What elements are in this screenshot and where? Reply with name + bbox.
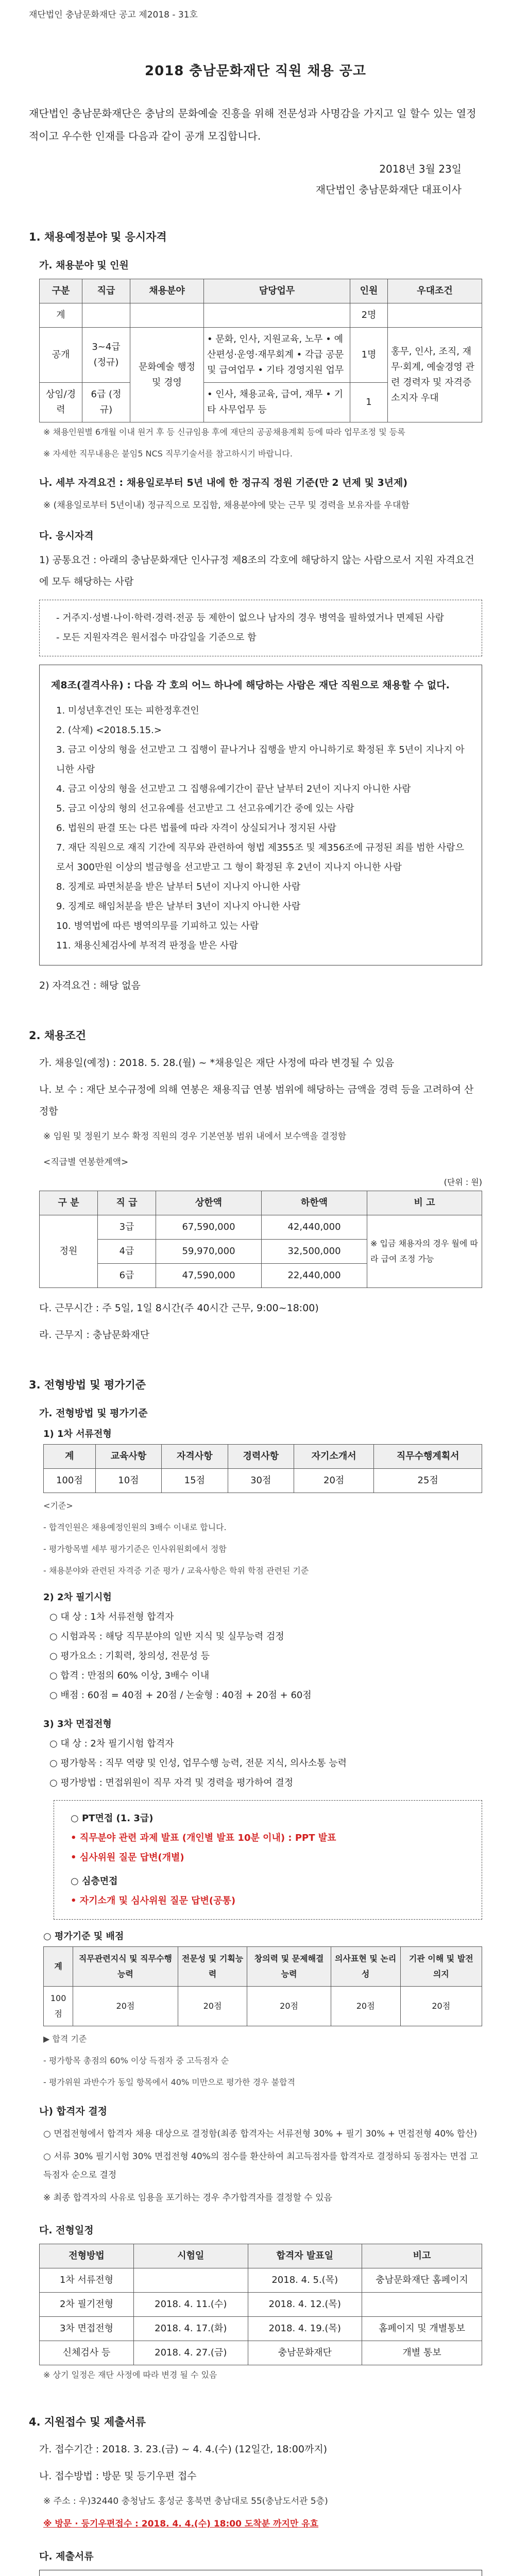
interview-score-title: ○ 평가기준 및 배점 (43, 1931, 124, 1942)
list-item: 5. 금고 이상의 형의 선고유예를 선고받고 그 선고유예기간 중에 있는 사람 (56, 803, 354, 814)
salary-table (39, 1191, 482, 1288)
document-score-wrap (43, 1444, 482, 1493)
table-cell: 충남문화재단 (248, 2341, 362, 2365)
positions-header-row (40, 279, 482, 303)
table-cell: 4급 (98, 1240, 156, 1264)
interview-method-box (54, 1800, 482, 1920)
section-2-title: 2. 채용조건 (29, 1029, 87, 1042)
header-cell: 교육사항 (95, 1445, 161, 1469)
list-item: ○ 합격 : 만점의 60% 이상, 3배수 이내 (49, 1670, 210, 1681)
table-cell: 47,590,000 (156, 1264, 262, 1288)
table-cell: 20점 (73, 1987, 178, 2026)
table-cell: 2명 (350, 303, 388, 328)
pt-interview-text-2: • 심사위원 질문 답변(개별) (71, 1852, 184, 1863)
section-1-sub1: 가. 채용분야 및 인원 (39, 260, 129, 271)
table-row (44, 1469, 482, 1493)
application-period: 가. 접수기간 : 2018. 3. 23.(금) ~ 4. 4.(수) (12일간, 18:00까지) (39, 2444, 328, 2455)
salary-unit: (단위 : 원) (444, 1177, 482, 1187)
table-cell: 2018. 4. 19.(목) (248, 2317, 362, 2341)
header-cell: 구분 (40, 279, 82, 303)
salary-info: 나. 보 수 : 재단 보수규정에 의해 연봉은 채용직급 연봉 범위에 해당하는 금액을 경력 등을 고려하여 산정함 (39, 1084, 474, 1117)
list-item: ○ 평가요소 : 기획력, 창의성, 전문성 등 (49, 1651, 210, 1662)
table-cell: 3~4급 (정규) (82, 328, 130, 383)
header-cell: 담당업무 (204, 279, 350, 303)
table-cell: 계 (40, 303, 82, 328)
table-cell (134, 2268, 248, 2293)
table-cell: 신체검사 등 (40, 2341, 134, 2365)
section-3-title: 3. 전형방법 및 평가기준 (29, 1379, 146, 1391)
table-cell: 2018. 4. 11.(수) (134, 2293, 248, 2317)
list-item: 11. 채용신체검사에 부적격 판정을 받은 사람 (56, 940, 238, 951)
table-row (40, 1215, 482, 1240)
header-cell: 채용분야 (130, 279, 204, 303)
header-cell: 하한액 (262, 1191, 367, 1215)
document-note-title: <기준> (43, 1501, 73, 1511)
salary-note: ※ 임원 및 정원기 보수 확정 직원의 경우 기본연봉 범위 내에서 보수액을 결정함 (43, 1131, 347, 1142)
list-item: ○ 대 상 : 1차 서류전형 합격자 (49, 1612, 174, 1622)
pt-interview-text: • 직무분야 관련 과제 발표 (개인별 발표 10분 이내) : PPT 발표 (71, 1833, 336, 1843)
deep-interview-text: • 자기소개 및 심사위원 질문 답변(공통) (71, 1895, 236, 1906)
list-item: - 채용분야와 관련된 자격증 기준 평가 / 교육사항은 학위 학점 관련된 기준 (43, 1566, 309, 1575)
table-cell: 문화예술 행정 및 경영 (130, 328, 204, 422)
list-item: ○ 배점 : 60점 = 40점 + 20점 / 논술형 : 40점 + 20점 + 60점 (49, 1690, 312, 1701)
table-cell: 22,440,000 (262, 1264, 367, 1288)
section-1-title: 1. 채용예정분야 및 응시자격 (29, 231, 167, 243)
table-cell: 32,500,000 (262, 1240, 367, 1264)
header-cell: 기관 이해 및 발전 의지 (400, 1947, 482, 1987)
header-cell: 비고 (362, 2244, 482, 2268)
table-cell: 3급 (98, 1215, 156, 1240)
salary-header-row (40, 1191, 482, 1215)
table-cell: 20점 (247, 1987, 331, 2026)
list-item: ▶ 합격 기준 (43, 2034, 87, 2044)
table-cell: ※ 입금 채용자의 경우 월에 따라 급여 조정 가능 (367, 1215, 482, 1288)
table-cell: 1 (350, 383, 388, 422)
header-cell: 의사표현 및 논리성 (331, 1947, 400, 1987)
header-cell: 자격사항 (162, 1445, 228, 1469)
table-cell: 정원 (40, 1215, 98, 1288)
section-3-sub1: 가. 전형방법 및 평가기준 (39, 1408, 148, 1419)
application-method: 나. 접수방법 : 방문 및 등기우편 접수 (39, 2470, 197, 2482)
positions-note-1: ※ 채용인원별 6개월 이내 원거 후 등 신규임용 후에 재단의 공공채용계획 등에 따라 업무조정 및 등록 (43, 427, 405, 437)
article-title: 제8조(결격사유) : 다음 각 호의 어느 하나에 해당하는 사람은 재단 직원으로 채용할 수 없다. (51, 680, 450, 691)
schedule-title: 다. 전형일정 (39, 2225, 94, 2236)
positions-table (39, 279, 482, 422)
header-cell: 우대조건 (388, 279, 482, 303)
required-docs-title: 다. 제출서류 (39, 2551, 94, 2562)
list-item: - 평가항목별 세부 평가기준은 인사위원회에서 정함 (43, 1544, 227, 1554)
section-1-sub2: 나. 세부 자격요건 : 채용일로부터 5년 내에 한 정규직 정원 기준(만 2 년제 및 3년제) (39, 477, 408, 488)
table-cell: 42,440,000 (262, 1215, 367, 1240)
positions-note-2: ※ 자세한 직무내용은 붙임5 NCS 직무기술서를 참고하시기 바랍니다. (43, 449, 293, 459)
list-item: - 평가항목 총점의 60% 이상 득점자 중 고득점자 순 (43, 2056, 229, 2065)
final-decision-text-2: ○ 서류 30% 필기시험 30% 면접전형 40%의 점수를 환산하여 최고득점자를 합격자로 결정하되 동점자는 면접 고득점자 순으로 결정 (43, 2151, 479, 2180)
required-docs-box (39, 2570, 482, 2576)
table-row (40, 303, 482, 328)
section-4-title: 4. 지원접수 및 제출서류 (29, 2416, 146, 2428)
header-cell: 직무관련지식 및 직무수행능력 (73, 1947, 178, 1987)
disqualification-article-box (39, 665, 482, 965)
list-item: ○ 평가항목 : 직무 역량 및 인성, 업무수행 능력, 전문 지식, 의사소통 능력 (49, 1758, 347, 1769)
notice-date: 2018년 3월 23일 (379, 163, 462, 175)
interview-title: 3) 3차 면접전형 (43, 1719, 112, 1730)
header-cell: 계 (44, 1947, 73, 1987)
table-cell: • 인사, 채용교육, 급여, 재무 • 기타 사무업무 등 (204, 383, 350, 422)
header-cell: 전형방법 (40, 2244, 134, 2268)
header-cell: 계 (44, 1445, 96, 1469)
interview-score-table (43, 1946, 482, 2026)
table-cell: 1명 (350, 328, 388, 383)
final-decision-text: ○ 면접전형에서 합격자 채용 대상으로 결정함(최종 합격자는 서류전형 30% + 필기 30% + 면접전형 40% 합산) (43, 2129, 478, 2139)
interview-score-header (44, 1947, 482, 1987)
table-cell (130, 303, 204, 328)
table-cell: 20점 (178, 1987, 247, 2026)
table-row (44, 1987, 482, 2026)
table-row (40, 328, 482, 383)
table-cell: 2018. 4. 5.(목) (248, 2268, 362, 2293)
document-score-table (43, 1444, 482, 1493)
section-1-sub2-note: ※ (채용일로부터 5년이내) 정규직으로 모집함, 채용분야에 맞는 근무 및 경력을 보유자를 우대함 (43, 500, 410, 511)
header-cell: 자기소개서 (294, 1445, 373, 1469)
table-cell: 10점 (95, 1469, 161, 1493)
header-cell: 창의력 및 문제해결능력 (247, 1947, 331, 1987)
written-exam-title: 2) 2차 필기시험 (43, 1592, 112, 1603)
list-item: ○ 대 상 : 2차 필기시험 합격자 (49, 1738, 174, 1749)
hire-date: 가. 채용일(예정) : 2018. 5. 28.(월) ~ *채용일은 재단 사정에 따라 변경될 수 있음 (39, 1057, 395, 1069)
table-cell: • 문화, 인사, 지원교육, 노무 • 예산편성·운영·재무회계 • 각급 공문 및 급여업무 • 기타 경영지원 업무 (204, 328, 350, 383)
table-cell: 59,970,000 (156, 1240, 262, 1264)
document-score-header (44, 1445, 482, 1469)
eligibility-qualification: 2) 자격요건 : 해당 없음 (39, 980, 141, 991)
list-item: 3. 금고 이상의 형을 선고받고 그 집행이 끝나거나 집행을 받지 아니하기로 확정된 후 5년이 지나지 아니한 사람 (56, 744, 465, 775)
application-address: ※ 주소 : 우)32440 충청남도 홍성군 홍북면 충남대로 55(충남도서관 5층) (43, 2496, 328, 2506)
header-cell: 경력사항 (228, 1445, 294, 1469)
table-cell: 67,590,000 (156, 1215, 262, 1240)
table-cell (204, 303, 350, 328)
final-decision-title: 나) 합격자 결정 (39, 2106, 108, 2117)
table-cell: 20점 (400, 1987, 482, 2026)
header-cell: 직무수행계획서 (374, 1445, 482, 1469)
table-cell (82, 303, 130, 328)
salary-table-wrap (39, 1191, 482, 1288)
application-deadline: ※ 방문 · 등기우편접수 : 2018. 4. 4.(수) 18:00 도착분 까지만 유효 (43, 2519, 319, 2529)
final-decision-note: ※ 최종 합격자의 사유로 임용을 포기하는 경우 추가합격자를 결정할 수 있음 (43, 2193, 332, 2203)
table-cell: 25점 (374, 1469, 482, 1493)
section-1-sub3: 다. 응시자격 (39, 530, 94, 541)
interview-score-wrap (43, 1946, 482, 2026)
document-title: 2018 충남문화재단 직원 채용 공고 (145, 63, 366, 79)
list-item: 9. 징계로 해임처분을 받은 날부터 3년이 지나지 아니한 사람 (56, 901, 301, 912)
eligibility-common: 1) 공통요건 : 아래의 충남문화재단 인사규정 제8조의 각호에 해당하지 않는 사람으로서 지원 자격요건에 모두 해당하는 사람 (39, 554, 474, 587)
table-cell: 20점 (331, 1987, 400, 2026)
table-cell: 20점 (294, 1469, 373, 1493)
table-cell: 100점 (44, 1469, 96, 1493)
table-cell: 15점 (162, 1469, 228, 1493)
table-cell: 충남문화재단 홈페이지 (362, 2268, 482, 2293)
table-cell: 개별 통보 (362, 2341, 482, 2365)
table-cell: 3차 면접전형 (40, 2317, 134, 2341)
header-cell: 합격자 발표일 (248, 2244, 362, 2268)
deep-interview-label: ○ 심층면접 (71, 1876, 118, 1887)
header-cell: 시험일 (134, 2244, 248, 2268)
table-cell: 2차 필기전형 (40, 2293, 134, 2317)
notice-number: 재단법인 충남문화재단 공고 제2018 - 31호 (29, 10, 198, 20)
header-cell: 전문성 및 기획능력 (178, 1947, 247, 1987)
list-item: 10. 병역법에 따른 병역의무를 기피하고 있는 사람 (56, 921, 259, 931)
list-item: ○ 시험과목 : 해당 직무분야의 일반 지식 및 실무능력 검정 (49, 1631, 284, 1642)
list-item: 7. 재단 직원으로 재직 기간에 직무와 관련하여 형법 제355조 및 제356조에 규정된 죄를 범한 사람으로서 300만원 이상의 벌금형을 선고받고 그 형이 확정된 후 2년이 지나지 아니한 사람 (56, 842, 464, 873)
work-location: 라. 근무지 : 충남문화재단 (39, 1329, 150, 1341)
table-cell: 30점 (228, 1469, 294, 1493)
table-cell: 100점 (44, 1987, 73, 2026)
list-item: 8. 징계로 파면처분을 받은 날부터 5년이 지나지 아니한 사람 (56, 882, 301, 892)
header-cell: 상한액 (156, 1191, 262, 1215)
table-row (40, 2341, 482, 2365)
schedule-header-row (40, 2244, 482, 2268)
schedule-table-wrap (39, 2244, 482, 2365)
list-item: 6. 법원의 판결 또는 다른 법률에 따라 자격이 상실되거나 정지된 사람 (56, 823, 336, 834)
table-cell: 2018. 4. 12.(목) (248, 2293, 362, 2317)
table-row (40, 2317, 482, 2341)
table-cell: 1차 서류전형 (40, 2268, 134, 2293)
schedule-table (39, 2244, 482, 2365)
table-cell: 상임/경력 (40, 383, 82, 422)
list-item: - 거주지·성별·나이·학력·경력·전공 등 제한이 없으나 남자의 경우 병역을 필하였거나 면제된 사람 (56, 613, 445, 623)
table-cell: 2018. 4. 27.(금) (134, 2341, 248, 2365)
list-item: 2. (삭제) <2018.5.15.> (56, 725, 162, 736)
list-item: ○ 평가방법 : 면접위원이 직무 자격 및 경력을 평가하여 결정 (49, 1777, 294, 1788)
table-row (40, 2293, 482, 2317)
list-item: 1. 미성년후견인 또는 피한정후견인 (56, 705, 199, 716)
positions-table-wrap (39, 279, 482, 422)
list-item: - 모든 지원자격은 원서접수 마감일을 기준으로 함 (56, 632, 257, 643)
document-screening-title: 1) 1차 서류전형 (43, 1429, 112, 1439)
salary-table-caption: <직급별 연봉한계액> (43, 1157, 129, 1167)
table-row (40, 2268, 482, 2293)
table-cell: 2018. 4. 17.(화) (134, 2317, 248, 2341)
eligibility-items-box (39, 600, 482, 656)
intro-paragraph: 재단법인 충남문화재단은 충남의 문화예술 진흥을 위해 전문성과 사명감을 가지고 일 할수 있는 열정적이고 우수한 인재를 다음과 같이 공개 모집합니다. (29, 107, 476, 142)
table-cell: 공개 (40, 328, 82, 383)
list-item: 4. 금고 이상의 형을 선고받고 그 집행유예기간이 끝난 날부터 2년이 지나지 아니한 사람 (56, 784, 411, 794)
table-cell: 6급 (98, 1264, 156, 1288)
list-item: - 합격인원은 채용예정인원의 3배수 이내로 합니다. (43, 1522, 227, 1532)
pt-interview-label: ○ PT면접 (1. 3급) (71, 1813, 154, 1824)
header-cell: 직급 (82, 279, 130, 303)
header-cell: 구 분 (40, 1191, 98, 1215)
schedule-note: ※ 상기 일정은 재단 사정에 따라 변경 될 수 있음 (43, 2370, 217, 2380)
issuing-organization: 재단법인 충남문화재단 대표이사 (315, 183, 462, 196)
table-cell: 홈페이지 및 개별통보 (362, 2317, 482, 2341)
header-cell: 직 급 (98, 1191, 156, 1215)
header-cell: 인원 (350, 279, 388, 303)
list-item: - 평가위원 과반수가 동일 항목에서 40% 미만으로 평가한 경우 불합격 (43, 2077, 295, 2087)
table-cell: 6급 (정규) (82, 383, 130, 422)
table-cell (388, 303, 482, 328)
table-cell: 홍무, 인사, 조직, 재무·회계, 예술경영 관련 경력자 및 자격증 소지자 우대 (388, 328, 482, 422)
header-cell: 비 고 (367, 1191, 482, 1215)
work-hours: 다. 근무시간 : 주 5일, 1일 8시간(주 40시간 근무, 9:00~18:00) (39, 1302, 319, 1314)
table-cell (362, 2293, 482, 2317)
